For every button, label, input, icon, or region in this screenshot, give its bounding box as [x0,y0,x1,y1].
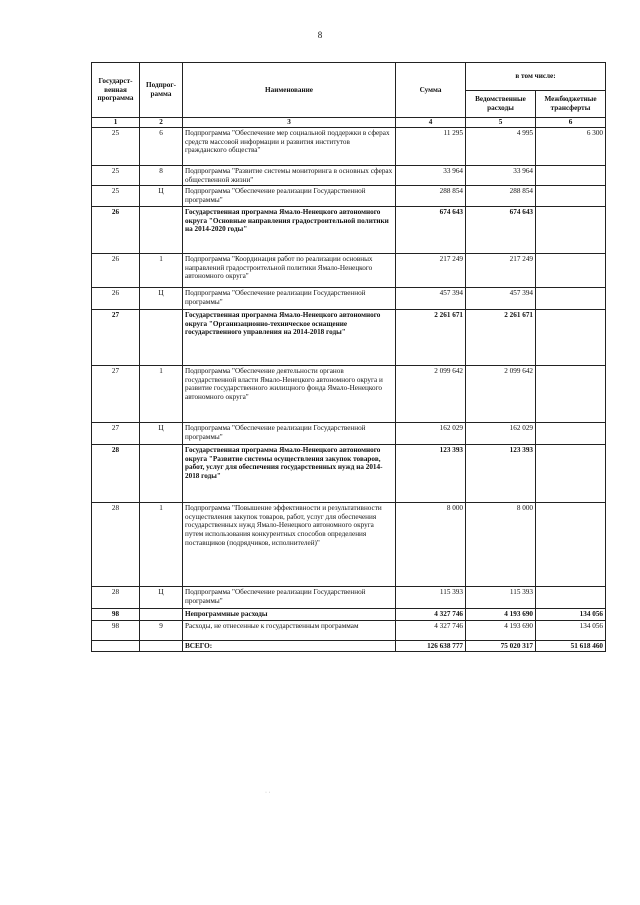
cell-transfers [536,309,606,365]
cell-dept: 123 393 [466,444,536,502]
col-header-sum: Сумма [396,63,466,118]
table-row [92,287,606,309]
cell-dept: 4 193 690 [466,608,536,620]
budget-table [91,62,606,652]
cell-subprogram: 6 [140,127,183,165]
cell-sum: 11 295 [396,127,466,165]
col-header-dept: Ведомственные расходы [466,91,536,118]
cell-dept: 4 995 [466,127,536,165]
cell-transfers [536,502,606,586]
table-row [92,608,606,620]
cell-transfers: 134 056 [536,620,606,640]
cell-program: 28 [92,586,140,608]
cell-dept: 8 000 [466,502,536,586]
scan-mark: · · [265,790,271,796]
cell-dept: 217 249 [466,253,536,287]
table-row [92,640,606,652]
cell-transfers [536,206,606,253]
cell-subprogram [140,640,183,652]
cell-sum: 4 327 746 [396,608,466,620]
cell-name: Расходы, не отнесенные к государственным программам [183,620,396,640]
table-row [92,206,606,253]
cell-name: Подпрограмма "Обеспечение реализации Государственной программы" [183,586,396,608]
table-row [92,502,606,586]
cell-subprogram [140,608,183,620]
cell-transfers [536,253,606,287]
cell-subprogram: 1 [140,253,183,287]
cell-program: 27 [92,309,140,365]
cell-name: Подпрограмма "Координация работ по реализации основных направлений градостроительной политики Ямало-Ненецкого автономного округа" [183,253,396,287]
col-header-group: в том числе: [466,63,606,91]
cell-dept: 2 099 642 [466,365,536,422]
cell-transfers [536,186,606,207]
cell-name: Подпрограмма "Обеспечение реализации Государственной программы" [183,186,396,207]
cell-program: 26 [92,253,140,287]
cell-transfers [536,287,606,309]
cell-subprogram: 8 [140,165,183,186]
cell-subprogram: Ц [140,186,183,207]
cell-name: Подпрограмма "Развитие системы мониторинга в основных сферах общественной жизни" [183,165,396,186]
cell-sum: 8 000 [396,502,466,586]
table-row [92,444,606,502]
table-row [92,253,606,287]
table-row [92,422,606,444]
cell-program: 26 [92,206,140,253]
cell-sum: 115 393 [396,586,466,608]
cell-sum: 674 643 [396,206,466,253]
cell-dept: 115 393 [466,586,536,608]
cell-name: ВСЕГО: [183,640,396,652]
cell-program: 27 [92,422,140,444]
cell-program: 27 [92,365,140,422]
page-number: 8 [317,30,323,40]
cell-program: 25 [92,186,140,207]
cell-name: Непрограммные расходы [183,608,396,620]
table-row [92,365,606,422]
table-row [92,309,606,365]
cell-sum: 162 029 [396,422,466,444]
cell-subprogram: Ц [140,422,183,444]
index-cell: 6 [536,118,606,128]
index-cell: 4 [396,118,466,128]
cell-program: 98 [92,620,140,640]
table-row [92,620,606,640]
cell-subprogram: Ц [140,586,183,608]
cell-subprogram [140,309,183,365]
cell-program: 28 [92,444,140,502]
cell-program: 28 [92,502,140,586]
cell-sum: 2 261 671 [396,309,466,365]
index-row [92,118,606,128]
col-header-program: Государст-венная программа [92,63,140,118]
cell-subprogram: Ц [140,287,183,309]
table-row [92,165,606,186]
cell-transfers: 51 618 460 [536,640,606,652]
cell-name: Подпрограмма "Обеспечение реализации Государственной программы" [183,422,396,444]
cell-name: Подпрограмма "Обеспечение реализации Государственной программы" [183,287,396,309]
cell-sum: 126 638 777 [396,640,466,652]
cell-dept: 162 029 [466,422,536,444]
index-cell: 1 [92,118,140,128]
cell-program: 98 [92,608,140,620]
cell-program: 25 [92,127,140,165]
cell-name: Подпрограмма "Повышение эффективности и результативности осуществления закупок товаров, работ, услуг для обеспечения государственных нужд Ямало-Ненецкого автономного округа путем использования конкурентных способов определения поставщиков (подрядчиков, исполнителей)" [183,502,396,586]
cell-name: Государственная программа Ямало-Ненецкого автономного округа "Основные направления градостроительной политики на 2014-2020 годы" [183,206,396,253]
cell-dept: 2 261 671 [466,309,536,365]
cell-transfers [536,444,606,502]
index-cell: 2 [140,118,183,128]
col-header-transfers: Межбюджетные трансферты [536,91,606,118]
cell-transfers [536,422,606,444]
cell-subprogram [140,444,183,502]
cell-program: 25 [92,165,140,186]
cell-sum: 217 249 [396,253,466,287]
cell-name: Государственная программа Ямало-Ненецкого автономного округа "Развитие системы осуществления закупок товаров, работ, услуг для обеспечения государственных нужд на 2014-2018 годы" [183,444,396,502]
cell-name: Государственная программа Ямало-Ненецкого автономного округа "Организационно-техническое оснащение государственного управления на 2014-2018 годы" [183,309,396,365]
cell-transfers: 6 300 [536,127,606,165]
cell-sum: 4 327 746 [396,620,466,640]
cell-program [92,640,140,652]
index-cell: 3 [183,118,396,128]
cell-subprogram: 9 [140,620,183,640]
cell-dept: 457 394 [466,287,536,309]
cell-subprogram: 1 [140,502,183,586]
index-cell: 5 [466,118,536,128]
cell-subprogram: 1 [140,365,183,422]
cell-dept: 4 193 690 [466,620,536,640]
cell-name: Подпрограмма "Обеспечение деятельности органов государственной власти Ямало-Ненецкого автономного округа и развитие государственного жилищного фонда Ямало-Ненецкого автономного округа" [183,365,396,422]
table-row [92,186,606,207]
cell-transfers [536,165,606,186]
cell-transfers [536,586,606,608]
cell-sum: 457 394 [396,287,466,309]
cell-sum: 33 964 [396,165,466,186]
col-header-subprogram: Подпрог-рамма [140,63,183,118]
cell-sum: 123 393 [396,444,466,502]
table-row [92,586,606,608]
col-header-name: Наименование [183,63,396,118]
cell-dept: 288 854 [466,186,536,207]
cell-dept: 33 964 [466,165,536,186]
cell-dept: 75 020 317 [466,640,536,652]
cell-sum: 2 099 642 [396,365,466,422]
table-body [92,127,606,652]
cell-transfers [536,365,606,422]
cell-transfers: 134 056 [536,608,606,620]
cell-name: Подпрограмма "Обеспечение мер социальной поддержки в сферах средств массовой информации и развития институтов гражданского общества" [183,127,396,165]
table-row [92,127,606,165]
cell-subprogram [140,206,183,253]
cell-dept: 674 643 [466,206,536,253]
cell-sum: 288 854 [396,186,466,207]
cell-program: 26 [92,287,140,309]
